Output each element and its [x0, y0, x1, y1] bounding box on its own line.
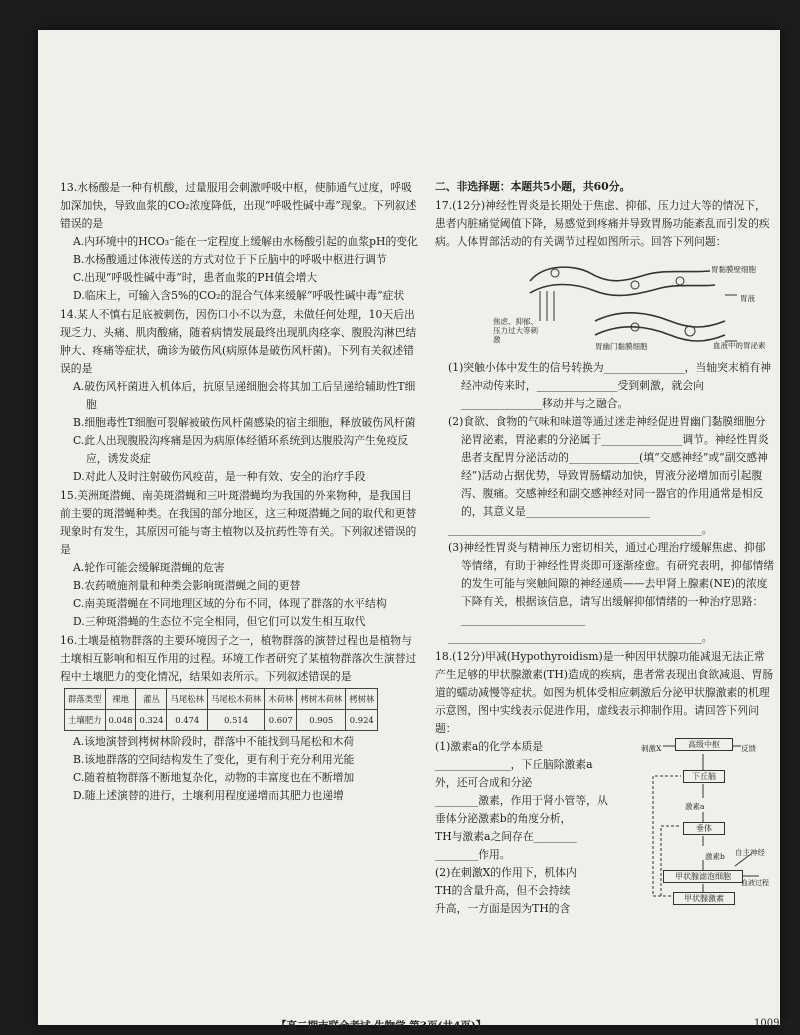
table-row	[65, 710, 378, 731]
right-middle-text	[435, 359, 775, 738]
q18-line: 垂体分泌激素b的角度分析，	[435, 812, 572, 825]
blood-label: 血液过程	[741, 879, 769, 887]
option-text: C.南美斑潜蝇在不同地理区域的分布不同，体现了群落的水平结构	[73, 597, 387, 610]
higher-center-box: 高级中枢	[675, 738, 733, 751]
table-cell: 灌丛	[136, 689, 167, 710]
option-text: _______________________________________________。	[448, 523, 713, 536]
question-stem: 13.水杨酸是一种有机酸，过量服用会刺激呼吸中枢，使肺通气过度，呼吸加深加快，导致血浆的CO₂浓度降低，出现“呼吸性碱中毒”现象。下列叙述错误的是	[60, 181, 417, 230]
option-text: D.随上述演替的进行，土壤利用程度递增而其肥力也递增	[73, 789, 344, 802]
table-header-row	[65, 689, 378, 710]
option-text: C.出现“呼吸性碱中毒”时，患者血浆的PH值会增大	[73, 271, 318, 284]
option-text: D.临床上，可输入含5%的CO₂的混合气体来缓解“呼吸性碱中毒”症状	[73, 289, 405, 302]
option-text: B.农药喷施剂量和种类会影响斑潜蝇之间的更替	[73, 579, 301, 592]
hypothalamus-box: 下丘脑	[683, 770, 725, 783]
q18-line: ________激素，作用于肾小管等，从	[435, 794, 608, 807]
diagram-label-gastrin: 血液中的胃泌素	[713, 341, 766, 350]
option-text: A.内环境中的HCO₃⁻能在一定程度上缓解由水杨酸引起的血浆pH的变化	[73, 235, 418, 248]
option-text: A.该地演替到栲树林阶段时，群落中不能找到马尾松和木荷	[73, 735, 355, 748]
q18-lower	[435, 738, 775, 915]
table-cell: 0.924	[346, 710, 378, 731]
table-cell: 栲树木荷林	[297, 689, 346, 710]
question-stem: 16.土壤是植物群落的主要环境因子之一，植物群落的演替过程也是植物与土壤相互影响和相互作用的过程。环境工作者研究了某植物群落次生演替过程中土壤肥力的变化情况，结果如表所示。下列叙述错误的是	[60, 634, 417, 683]
exam-paper	[38, 30, 794, 1032]
thyroid-hormone-box: 甲状腺激素	[673, 892, 735, 905]
q18-line: ______________，下丘脑除激素a	[435, 758, 593, 771]
question-stem: 14.某人不慎右足底被刺伤，因伤口小不以为意，未做任何处理，10天后出现乏力、头痛、肌肉酸痛，随着病情发展最终出现肌肉痉挛、腹股沟淋巴结肿大、疼痛等症状，确诊为破伤风(病原体是破伤风杆菌)。下列有关叙述错误的是	[60, 308, 417, 375]
question-stem: 18.(12分)甲减(Hypothyroidism)是一种因甲状腺功能减退无法正常产生足够的甲状腺激素(TH)造成的疾病，患者常表现出食欲减退、胃肠道的蠕动减慢等症状。如图为机体受相应刺激后分泌甲状腺激素的机理示意图，图中实线表示促进作用，虚线表示抑制作用。请回答下列问题：	[435, 650, 774, 735]
autonomic-nerve-label: 自主神经	[735, 848, 765, 857]
option-text: (3)神经性胃炎与精神压力密切相关，通过心理治疗缓解焦虑、抑郁等情绪，有助于神经性胃炎即可逐渐痊愈。有研究表明，抑郁情绪的发生可能与突触间隙的神经递质——去甲肾上腺素(NE)的浓度下降有关，根据该信息，请写出缓解抑郁情绪的一种治疗思路：_______________________	[448, 541, 775, 626]
table-cell: 木荷林	[265, 689, 297, 710]
option-text: B.水杨酸通过体液传送的方式对位于下丘脑中的呼吸中枢进行调节	[73, 253, 387, 266]
hormone-b-label: 激素b	[705, 852, 725, 861]
option-text: D.三种斑潜蝇的生态位不完全相同，但它们可以发生相互取代	[73, 615, 366, 628]
feedback-label: 反馈	[741, 744, 756, 753]
page-footer: 【高二期末联合考试·生物学 第3页(共4页)】	[276, 1020, 487, 1032]
left-column	[60, 178, 422, 805]
diagram-label-stimuli: 焦虑、抑郁、压力过大等刺激	[493, 317, 538, 344]
table-cell: 栲树林	[346, 689, 378, 710]
q18-line: TH与激素a之间存在________	[435, 830, 577, 843]
table-cell: 土壤肥力	[65, 710, 106, 731]
option-text: A.破伤风杆菌进入机体后，抗原呈递细胞会将其加工后呈递给辅助性T细胞	[73, 380, 416, 411]
diagram-label-parietal: 胃黏膜壁细胞	[711, 265, 756, 274]
table-cell: 0.607	[265, 710, 297, 731]
table-cell: 0.324	[136, 710, 167, 731]
stimulus-x-label: 刺激X	[641, 744, 662, 753]
table-cell: 0.905	[297, 710, 346, 731]
question-stem: 15.美洲斑潜蝇、南美斑潜蝇和三叶斑潜蝇均为我国的外来物种，是我国目前主要的斑潜蝇种类。在我国的部分地区，这三种斑潜蝇之间的取代和更替现象时有发生，其原因可能与寄主植物以及抗药性等有关。下列叙述错误的是	[60, 489, 417, 556]
option-text: C.随着植物群落不断地复杂化，动物的丰富度也在不断增加	[73, 771, 355, 784]
option-text: B.细胞毒性T细胞可裂解被破伤风杆菌感染的宿主细胞，释放破伤风杆菌	[73, 416, 416, 429]
table-cell: 0.514	[207, 710, 264, 731]
option-text: A.轮作可能会缓解斑潜蝇的危害	[73, 561, 225, 574]
q18-line: 外，还可合成和分泌	[435, 776, 533, 789]
table-cell: 0.474	[167, 710, 208, 731]
q18-subquestions	[435, 738, 640, 918]
left-questions	[60, 179, 422, 686]
section-heading: 二、非选择题：本题共5小题，共60分。	[435, 180, 631, 193]
soil-fertility-table	[64, 688, 378, 731]
table-cell: 马尾松木荷林	[207, 689, 264, 710]
thyroid-diagram	[641, 736, 775, 906]
gastric-diagram	[435, 251, 775, 359]
q18-line: (1)激素a的化学本质是	[435, 740, 544, 753]
paper-code: 10093B	[754, 1018, 794, 1029]
option-text: (2)食欲、食物的气味和味道等通过迷走神经促进胃幽门黏膜细胞分泌胃泌素，胃泌素的分泌属于_______________调节。神经性胃炎患者支配胃分泌活动的_____________(填“交感神经”或“副交感神经”)活动占据优势，导致胃肠蠕动加快，胃液分泌增加而引起腹泻、腹痛。交感神经和副交感神经对同一器官的作用通常是相反的，其意义是_______________________	[448, 415, 769, 518]
table-cell: 群落类型	[65, 689, 106, 710]
thyroid-follicle-box: 甲状腺滤泡细胞	[663, 870, 743, 883]
option-text: B.该地群落的空间结构发生了变化，更有利于充分利用光能	[73, 753, 355, 766]
left-options-16	[60, 733, 422, 805]
hormone-a-label: 激素a	[685, 802, 705, 811]
table-cell: 裸地	[105, 689, 136, 710]
right-column	[435, 178, 775, 915]
q18-line: 升高，一方面是因为TH的含	[435, 902, 571, 915]
question-stem: 17.(12分)神经性胃炎是长期处于焦虑、抑郁、压力过大等的情况下，患者内脏痛觉阈值下降，易感觉到疼痛并导致胃肠功能紊乱而引发的疾病。人体胃部活动的有关调节过程如图所示。回答下列问题：	[435, 199, 770, 248]
q18-line: TH的含量升高，但不会持续	[435, 884, 571, 897]
table-cell: 马尾松林	[167, 689, 208, 710]
diagram-label-pyloric: 胃幽门黏膜细胞	[595, 342, 648, 351]
option-text: _______________________________________________。	[448, 631, 713, 644]
table-cell: 0.048	[105, 710, 136, 731]
pituitary-box: 垂体	[683, 822, 725, 835]
option-text: D.对此人及时注射破伤风疫苗，是一种有效、安全的治疗手段	[73, 470, 366, 483]
diagram-label-gastric-juice: 胃液	[740, 294, 755, 303]
option-text: C.此人出现腹股沟疼痛是因为病原体经循环系统到达腹股沟产生免疫反应，诱发炎症	[73, 434, 409, 465]
q18-line: (2)在刺激X的作用下，机体内	[435, 866, 577, 879]
option-text: (1)突触小体中发生的信号转换为_______________，当轴突末梢有神经冲动传来时，_______________受到刺激，就会向_______________移动并与之融合。	[448, 361, 772, 410]
q18-line: ________作用。	[435, 848, 511, 861]
right-top-text	[435, 178, 775, 251]
